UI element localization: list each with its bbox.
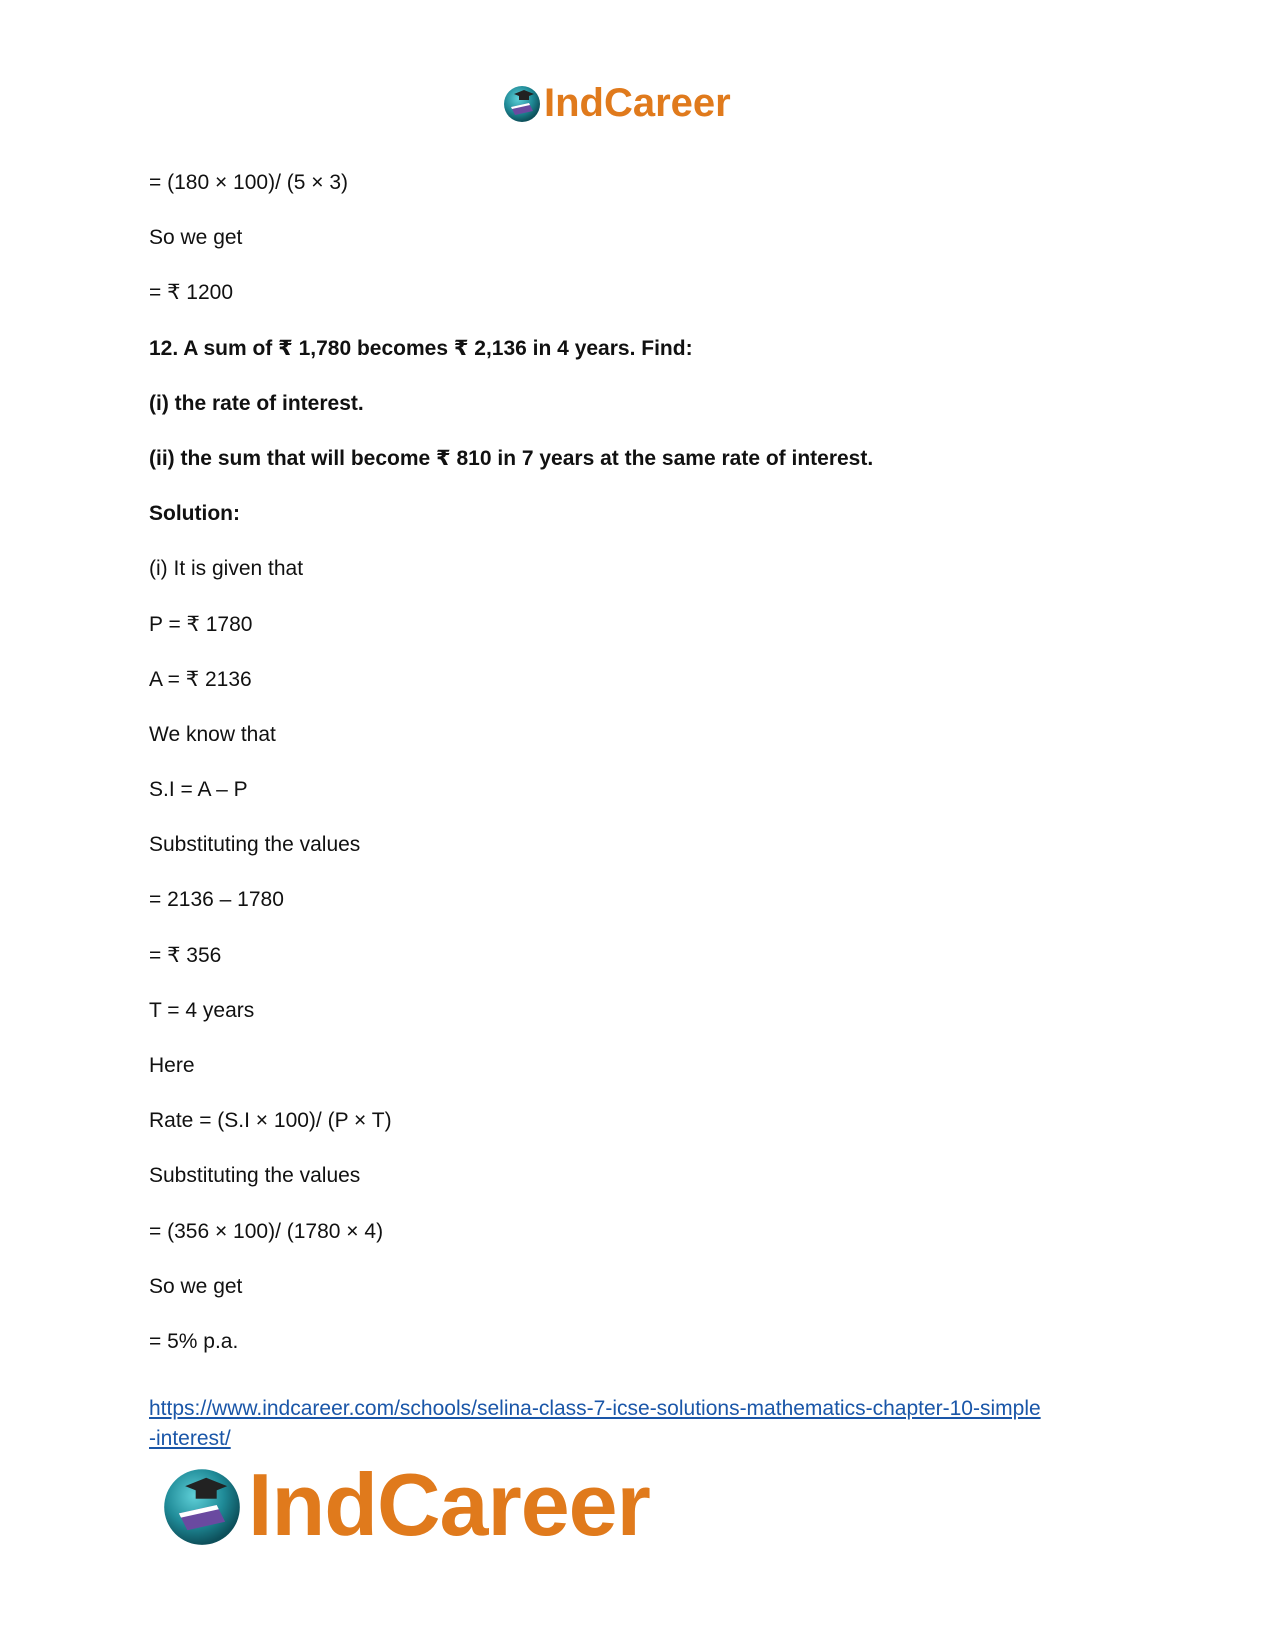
source-link[interactable] bbox=[149, 1394, 1149, 1454]
solution-text-line: T = 4 years bbox=[149, 998, 255, 1022]
solution-text-line: = ₹ 356 bbox=[149, 943, 222, 967]
solution-text-line: Rate = (S.I × 100)/ (P × T) bbox=[149, 1109, 392, 1133]
solution-text-line: S.I = A – P bbox=[149, 778, 248, 802]
footer-logo bbox=[160, 1455, 650, 1554]
question-text-line: 12. A sum of ₹ 1,780 becomes ₹ 2,136 in 4 years. Find: bbox=[149, 336, 693, 360]
globe-book-icon bbox=[160, 1463, 244, 1547]
solution-text-line: Here bbox=[149, 1054, 195, 1077]
solution-text-line: = (180 × 100)/ (5 × 3) bbox=[149, 171, 349, 194]
solution-text-line: = (356 × 100)/ (1780 × 4) bbox=[149, 1219, 384, 1243]
solution-text-line: = 5% p.a. bbox=[149, 1329, 239, 1353]
question-text-line: (i) the rate of interest. bbox=[149, 391, 364, 415]
source-link-line-1[interactable]: https://www.indcareer.com/schools/selina-class-7-icse-solutions-mathematics-chapter-10-simple bbox=[149, 1397, 1041, 1420]
solution-text-line: So we get bbox=[149, 226, 243, 250]
solution-text-line: P = ₹ 1780 bbox=[149, 612, 253, 636]
solution-text-line: (i) It is given that bbox=[149, 557, 304, 581]
solution-text-line: = ₹ 1200 bbox=[149, 281, 234, 305]
solution-text-line: Substituting the values bbox=[149, 833, 361, 857]
header-logo bbox=[502, 78, 731, 128]
solution-text-line: We know that bbox=[149, 722, 276, 746]
solution-text-line: So we get bbox=[149, 1274, 243, 1298]
source-link-line-2[interactable]: -interest/ bbox=[149, 1427, 231, 1450]
question-text-line: (ii) the sum that will become ₹ 810 in 7 years at the same rate of interest. bbox=[149, 446, 874, 470]
globe-book-icon bbox=[502, 83, 542, 123]
solution-content bbox=[149, 170, 1149, 1384]
logo-text: IndCareer bbox=[248, 1455, 650, 1554]
solution-text-line: A = ₹ 2136 bbox=[149, 667, 252, 691]
logo-text: IndCareer bbox=[544, 81, 731, 125]
question-text-line: Solution: bbox=[149, 502, 240, 526]
solution-text-line: = 2136 – 1780 bbox=[149, 888, 284, 912]
solution-text-line: Substituting the values bbox=[149, 1164, 361, 1188]
